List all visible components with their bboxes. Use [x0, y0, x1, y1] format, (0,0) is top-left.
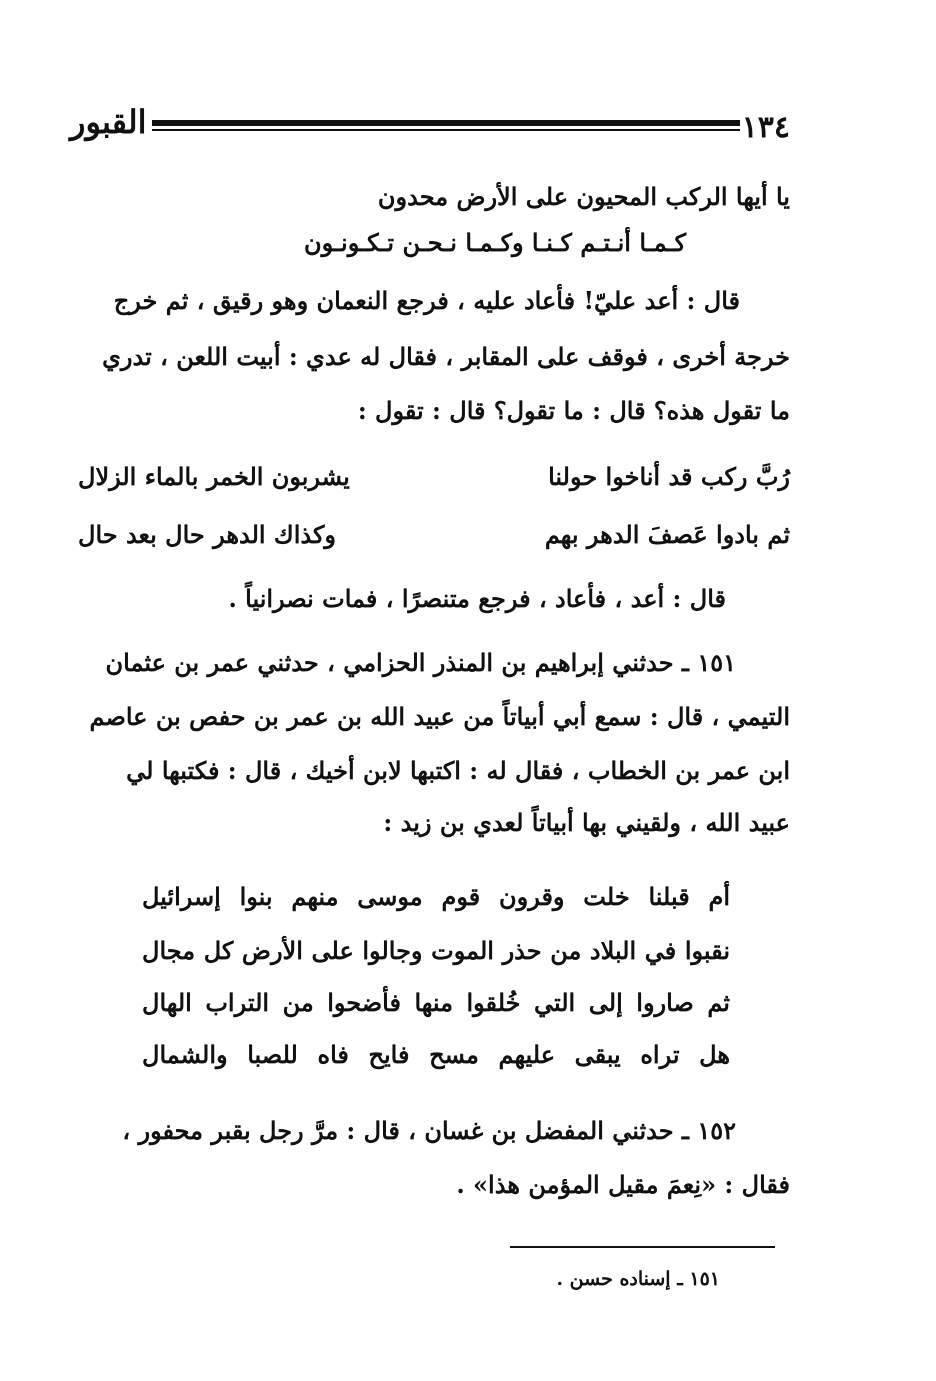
paragraph-151-line-4: عبيد الله ، ولقيني بها أبياتاً لعدي بن زيد : — [383, 808, 790, 837]
paragraph-151-line-2: التيمي ، قال : سمع أبي أبياتاً من عبيد الله بن عمر بن حفص بن عاصم — [89, 702, 790, 731]
paragraph-1-line-3: ما تقول هذه؟ قال : ما تقول؟ قال : تقول : — [357, 396, 790, 425]
paragraph-152-line-2: فقال : «نِعمَ مقيل المؤمن هذا» . — [456, 1170, 790, 1199]
paragraph-151-line-3: ابن عمر بن الخطاب ، فقال له : اكتبها لابن أخيك ، قال : فكتبها لي — [126, 756, 790, 785]
couplet-1-second-hemistich: يشربون الخمر بالماء الزلال — [78, 462, 350, 491]
page-header — [70, 100, 790, 150]
opening-verse-line-2: كـمـا أنـتـم كـنـا وكـمـا نـحـن تـكـونـون — [303, 228, 686, 257]
paragraph-1-line-1: قال : أعد عليّ! فأعاد عليه ، فرجع النعمان وهو رقيق ، ثم خرج — [113, 286, 740, 315]
footnote: ١٥١ ـ إسناده حسن . — [556, 1268, 720, 1290]
running-title: القبور — [70, 103, 147, 141]
page-number: ١٣٤ — [741, 110, 790, 145]
closing-line: قال : أعد ، فأعاد ، فرجع متنصرًا ، فمات نصرانياً . — [228, 584, 726, 613]
poem-151-line-1: أم قبلنا خلت وقرون قوم موسى منهم بنوا إسرائيل — [142, 882, 730, 911]
poem-151-line-2: نقبوا في البلاد من حذر الموت وجالوا على الأرض كل مجال — [142, 936, 730, 965]
couplet-2-first-hemistich: ثم بادوا عَصفَ الدهر بهم — [544, 520, 790, 549]
paragraph-151-line-1: ١٥١ ـ حدثني إبراهيم بن المنذر الحزامي ، حدثني عمر بن عثمان — [105, 648, 736, 677]
poem-151-line-3: ثم صاروا إلى التي خُلقوا منها فأضحوا من التراب الهال — [142, 988, 730, 1017]
paragraph-1-line-2: خرجة أخرى ، فوقف على المقابر ، فقال له عدي : أبيت اللعن ، تدري — [102, 342, 790, 371]
couplet-1-first-hemistich: رُبَّ ركب قد أناخوا حولنا — [548, 462, 790, 491]
paragraph-152-line-1: ١٥٢ ـ حدثني المفضل بن غسان ، قال : مرَّ رجل بقبر محفور ، — [122, 1116, 736, 1145]
opening-verse-line-1: يا أيها الركب المحيون على الأرض محدون — [377, 182, 790, 211]
header-rule — [152, 120, 740, 134]
footnote-rule — [510, 1246, 775, 1248]
poem-151-line-4: هل تراه يبقى عليهم مسح فايح فاه للصبا والشمال — [142, 1040, 730, 1069]
couplet-2-second-hemistich: وكذاك الدهر حال بعد حال — [78, 520, 336, 549]
